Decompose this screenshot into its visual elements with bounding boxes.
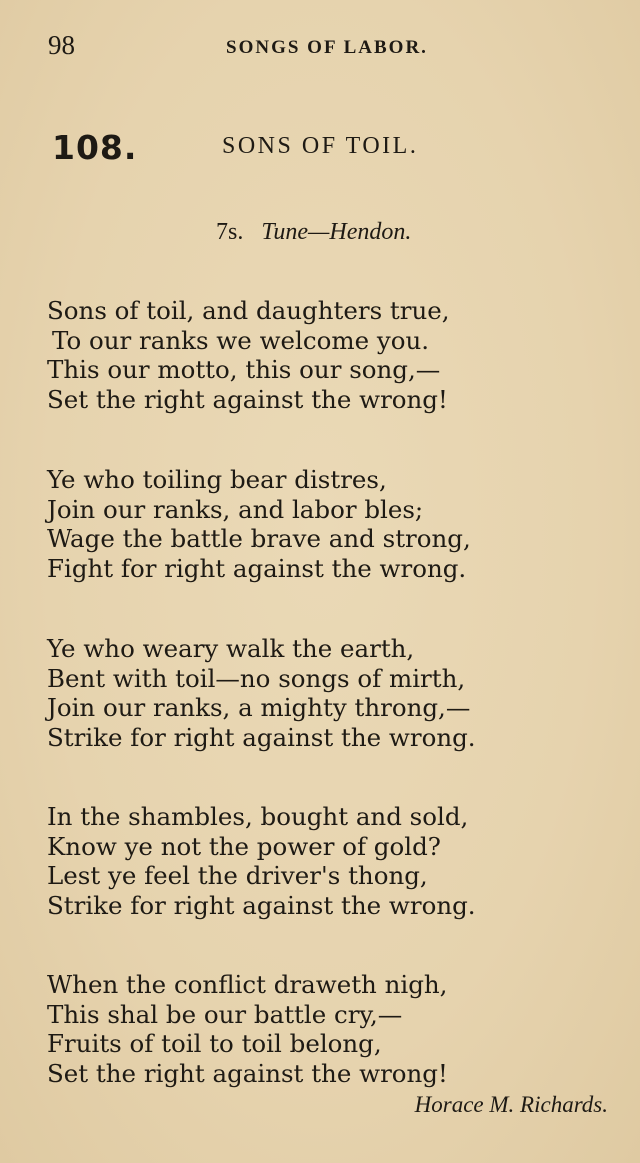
tune-name: Tune—Hendon.: [261, 219, 412, 245]
stanza-line: Fight for right against the wrong.: [47, 553, 467, 583]
meter: 7s.: [216, 219, 244, 245]
running-title: SONGS OF LABOR.: [226, 37, 428, 58]
author-attribution: Horace M. Richards.: [414, 1092, 608, 1117]
stanza-line: Join our ranks, and labor bles;: [47, 494, 424, 524]
stanza-line: Fruits of toil to toil belong,: [47, 1029, 382, 1058]
stanza-line: Strike for right against the wrong.: [47, 890, 476, 920]
stanza-line: Join our ranks, a mighty throng,—: [47, 693, 471, 722]
stanza-1: [47, 296, 450, 414]
stanza-line: Sons of toil, and daughters true,: [47, 296, 450, 325]
meter-line: [216, 219, 411, 246]
stanza-line: In the shambles, bought and sold,: [47, 802, 469, 831]
stanza-line: Bent with toil—no songs of mirth,: [47, 663, 466, 693]
stanza-line: Set the right against the wrong!: [47, 1058, 448, 1088]
stanza-line: This shal be our battle cry,—: [47, 999, 403, 1029]
stanza-line: Strike for right against the wrong.: [47, 722, 476, 752]
hymn-number: 108.: [52, 128, 138, 167]
stanza-line: Wage the battle brave and strong,: [47, 524, 471, 553]
stanza-line: Ye who weary walk the earth,: [47, 634, 415, 663]
stanza-line: Set the right against the wrong!: [47, 384, 448, 414]
stanza-4: [47, 802, 476, 920]
stanza-line: Lest ye feel the driver's thong,: [47, 861, 428, 890]
hymn-title: SONS OF TOIL.: [222, 133, 419, 159]
stanza-3: [47, 634, 476, 752]
running-head: [48, 30, 592, 66]
stanza-2: [47, 465, 471, 583]
stanza-line: This our motto, this our song,—: [47, 355, 441, 384]
page-number: 98: [48, 30, 75, 60]
stanza-5: [47, 970, 448, 1088]
stanza-line: When the conflict draweth nigh,: [47, 970, 448, 999]
stanza-line: Know ye not the power of gold?: [47, 831, 441, 861]
stanza-line: To our ranks we welcome you.: [52, 325, 430, 355]
stanza-line: Ye who toiling bear distres,: [47, 465, 387, 494]
